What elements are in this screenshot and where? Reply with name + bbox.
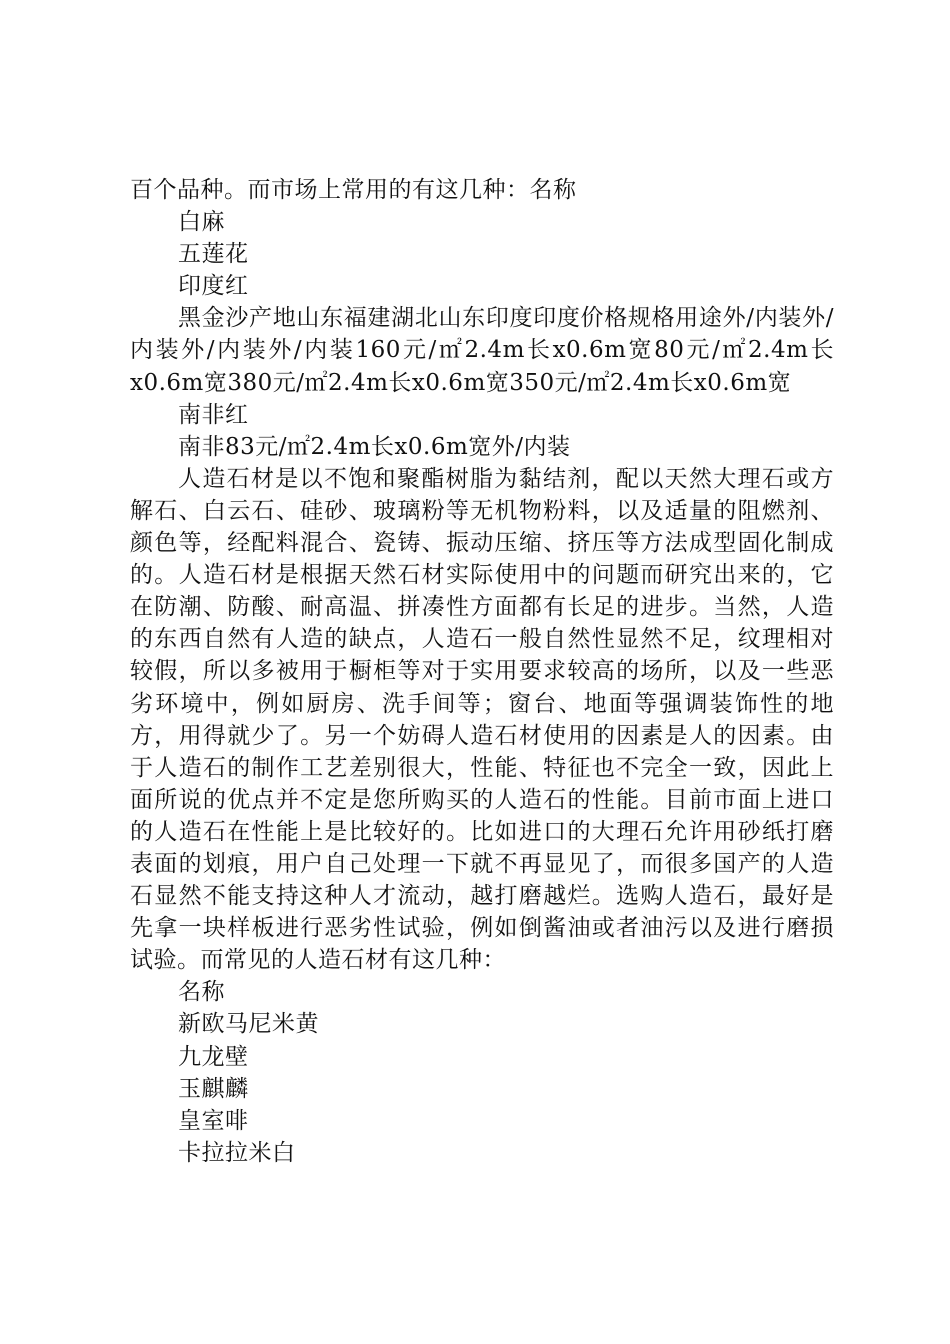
list-item-stone-name: 九龙壁 [178, 1043, 249, 1070]
paragraph-stone-specs: 黑金沙产地山东福建湖北山东印度印度价格规格用途外/内装外/内装外/内装外/内装160元/㎡2.4m长x0.6m宽80元/㎡2.4m长x0.6m宽380元/㎡2.4m长x0.6m宽350元/㎡2.4m长x0.6m宽 [130, 305, 834, 396]
list-item-stone-name: 玉麒麟 [178, 1075, 249, 1102]
list-item-stone-name: 皇室啡 [178, 1107, 249, 1134]
list-item-stone-name: 白麻 [178, 209, 225, 236]
list-item-stone-name: 卡拉拉米白 [178, 1139, 296, 1166]
paragraph-stone-specs: 南非83元/㎡2.4m长x0.6m宽外/内装 [178, 433, 571, 460]
list-item-stone-name: 新欧马尼米黄 [178, 1011, 319, 1038]
paragraph-artificial-stone: 人造石材是以不饱和聚酯树脂为黏结剂，配以天然大理石或方解石、白云石、硅砂、玻璃粉等无机物粉料，以及适量的阻燃剂、颜色等，经配料混合、瓷铸、振动压缩、挤压等方法成型固化制成的。人造石材是根据天然石材实际使用中的问题而研究出来的，它在防潮、防酸、耐高温、拼凑性方面都有长足的进步。当然，人造的东西自然有人造的缺点，人造石一般自然性显然不足，纹理相对较假，所以多被用于橱柜等对于实用要求较高的场所，以及一些恶劣环境中，例如厨房、洗手间等；窗台、地面等强调装饰性的地方，用得就少了。另一个妨碍人造石材使用的因素是人的因素。由于人造石的制作工艺差别很大，性能、特征也不完全一致，因此上面所说的优点并不定是您所购买的人造石的性能。目前市面上进口的人造石在性能上是比较好的。比如进口的大理石允许用砂纸打磨表面的划痕，用户自己处理一下就不再显见了，而很多国产的人造石显然不能支持这种人才流动，越打磨越烂。选购人造石，最好是先拿一块样板进行恶劣性试验，例如倒酱油或者油污以及进行磨损试验。而常见的人造石材有这几种： [130, 465, 834, 974]
document-body [130, 174, 834, 1169]
list-item-stone-name: 印度红 [178, 273, 249, 300]
list-heading-name: 名称 [178, 979, 225, 1006]
paragraph-continuation: 百个品种。而市场上常用的有这几种：名称 [130, 177, 577, 203]
list-item-stone-name: 南非红 [178, 401, 249, 428]
list-item-stone-name: 五莲花 [178, 241, 249, 268]
